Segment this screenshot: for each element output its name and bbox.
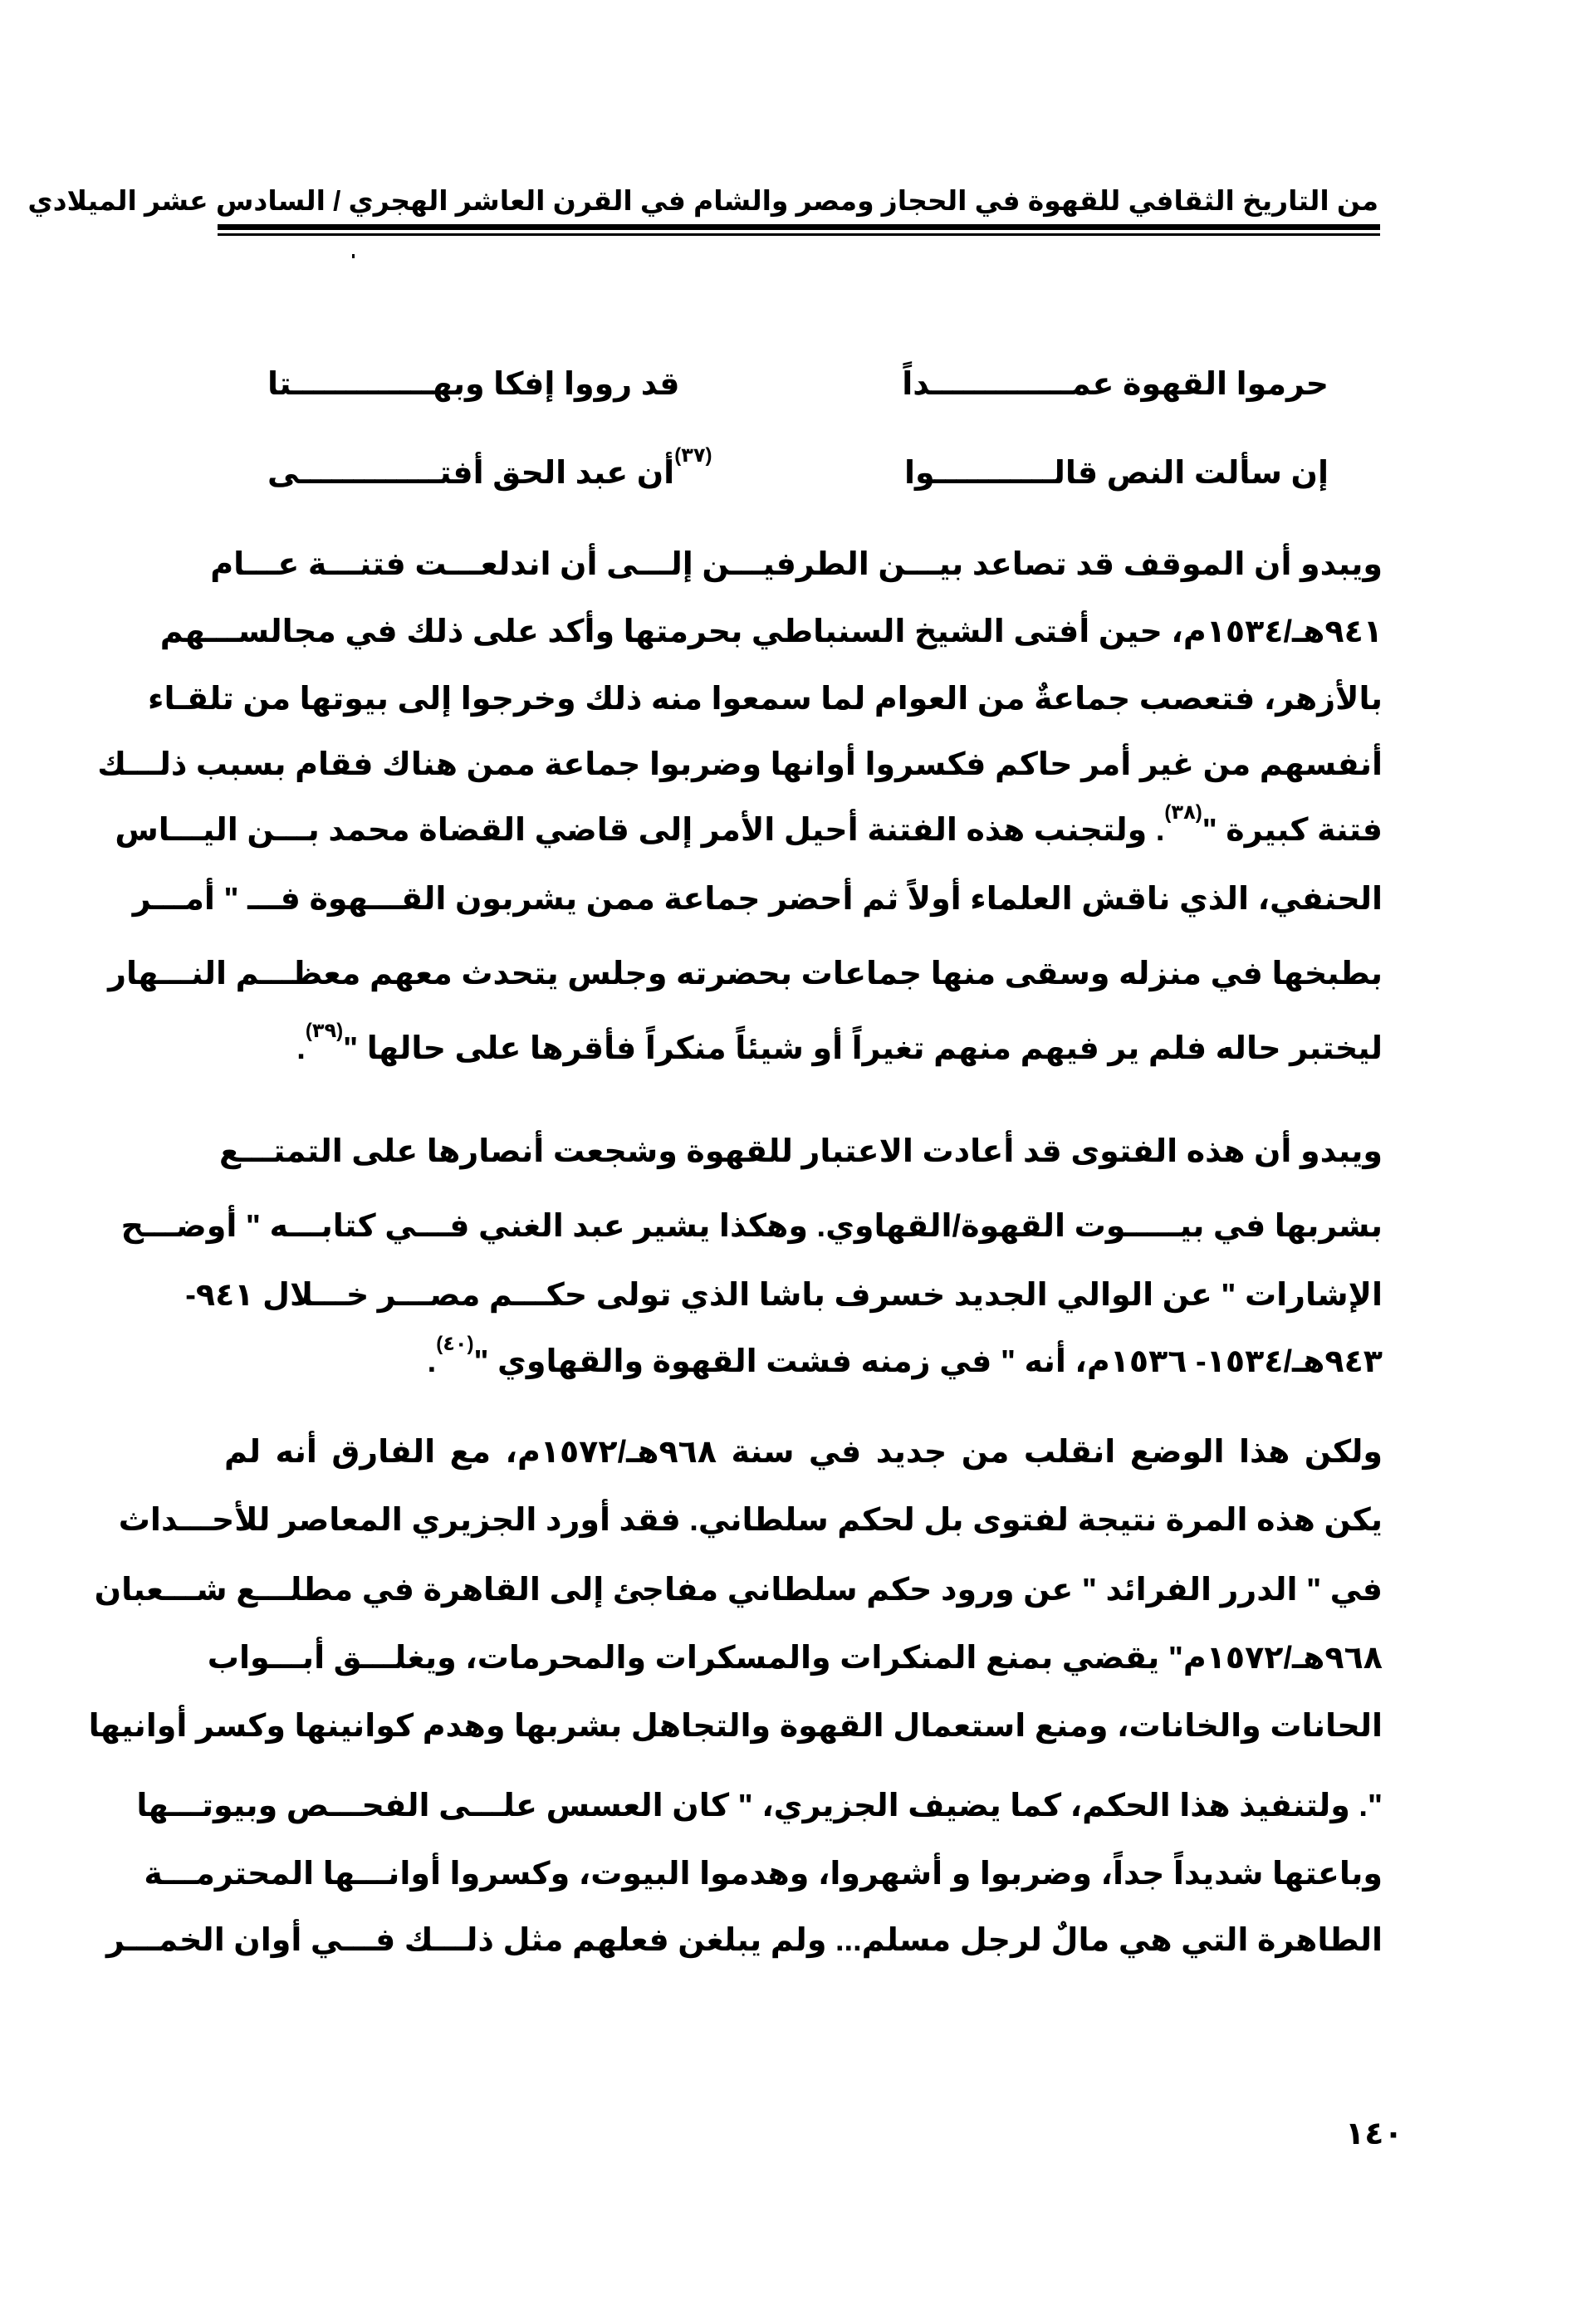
- footnote-ref: (٣٧): [674, 444, 712, 467]
- scan-speck: [352, 254, 355, 258]
- line-text: .: [427, 1344, 437, 1379]
- verse-2-right: إن سألت النص قالـــــــــــوا: [903, 456, 1329, 491]
- header-rule-thick: [218, 224, 1380, 230]
- running-header: من التاريخ الثقافي للقهوة في الحجاز ومصر والشام في القرن العاشر الهجري / السادس عشر الميلادي: [27, 185, 1378, 216]
- page-number: ١٤٠: [1345, 2117, 1403, 2151]
- verse-1-right: حرموا القهوة عمـــــــــــــداً: [902, 367, 1329, 402]
- p1-line-1: ويبدو أن الموقف قد تصاعد بيـــن الطرفيـــن إلـــى أن اندلعـــت فتنـــة عـــام: [210, 547, 1383, 582]
- p3-line-4: ٩٦٨هـ/١٥٧٢م" يقضي بمنع المنكرات والمسكرات والمحرمات، ويغلـــق أبـــواب: [207, 1641, 1383, 1676]
- p3-line-7: وباعتها شديداً جداً، وضربوا و أشهروا، وهدموا البيوت، وكسروا أوانـــها المحترمـــة: [144, 1857, 1383, 1892]
- p1-line-3: بالأزهر، فتعصب جماعةٌ من العوام لما سمعوا منه ذلك وخرجوا إلى بيوتها من تلقـاء: [148, 682, 1383, 717]
- p3-line-1: ولكن هذا الوضع انقلب من جديد في سنة ٩٦٨هـ/١٥٧٢م، مع الفارق أنه لم: [224, 1435, 1383, 1470]
- p1-line-4: أنفسهم من غير أمر حاكم فكسروا أوانها وضربوا جماعة ممن هناك فقام بسبب ذلـــك: [97, 747, 1383, 782]
- header-rule-thin: [218, 233, 1380, 236]
- line-text: فتنة كبيرة ": [1202, 813, 1383, 848]
- p3-line-6: ". ولتنفيذ هذا الحكم، كما يضيف الجزيري، " كان العسس علـــى الفحـــص وبيوتـــها: [136, 1789, 1383, 1823]
- verse-text: أن عبد الحق أفتـــــــــــــى: [267, 456, 675, 491]
- line-text: . ولتجنب هذه الفتنة أحيل الأمر إلى قاضي القضاة محمد بـــن اليـــاس: [115, 813, 1165, 848]
- p1-line-6: الحنفي، الذي ناقش العلماء أولاً ثم أحضر جماعة ممن يشربون القـــهوة فـــ " أمـــر: [132, 882, 1383, 917]
- p1-line-2: ٩٤١هـ/١٥٣٤م، حين أفتى الشيخ السنباطي بحرمتها وأكد على ذلك في مجالســـهم: [159, 614, 1383, 649]
- p3-line-2: يكن هذه المرة نتيجة لفتوى بل لحكم سلطاني. فقد أورد الجزيري المعاصر للأحـــداث: [118, 1503, 1383, 1538]
- footnote-ref: (٣٩): [305, 1020, 344, 1042]
- p1-line-7: بطبخها في منزله وسقى منها جماعات بحضرته وجلس يتحدث معهم معظـــم النـــهار: [108, 957, 1383, 991]
- p2-line-1: ويبدو أن هذه الفتوى قد أعادت الاعتبار للقهوة وشجعت أنصارها على التمتـــع: [219, 1134, 1383, 1169]
- p2-line-2: بشربها في بيـــــوت القهوة/القهاوي. وهكذا يشير عبد الغني فـــي كتابـــه " أوضـــح: [120, 1209, 1383, 1244]
- p2-line-4: [224, 1333, 1383, 1383]
- verse-2-left: [267, 444, 712, 494]
- line-text: ليختبر حاله فلم ير فيهم منهم تغيراً أو شيئاً منكراً فأقرها على حالها ": [343, 1031, 1383, 1066]
- p1-line-5: [115, 801, 1383, 851]
- p1-line-8: [224, 1020, 1383, 1069]
- verse-1-left: قد رووا إفكا وبهـــــــــــــتا: [267, 367, 680, 402]
- footnote-ref: (٣٨): [1164, 801, 1202, 824]
- p3-line-3: في " الدرر الفرائد " عن ورود حكم سلطاني مفاجئ إلى القاهرة في مطلـــع شـــعبان: [94, 1573, 1383, 1608]
- p3-line-5: الحانات والخانات، ومنع استعمال القهوة والتجاهل بشربها وهدم كوانينها وكسر أوانيها: [88, 1709, 1383, 1744]
- line-text: ٩٤٣هـ/١٥٣٤- ١٥٣٦م، أنه " في زمنه فشت القهوة والقهاوي ": [473, 1344, 1383, 1379]
- footnote-ref: (٤٠): [436, 1333, 474, 1355]
- line-text: .: [296, 1031, 306, 1066]
- p2-line-3: الإشارات " عن الوالي الجديد خسرف باشا الذي تولى حكـــم مصـــر خـــلال ٩٤١-: [185, 1278, 1383, 1313]
- p3-line-8: الطاهرة التي هي مالٌ لرجل مسلم... ولم يبلغن فعلهم مثل ذلـــك فـــي أوان الخمـــر: [105, 1923, 1383, 1958]
